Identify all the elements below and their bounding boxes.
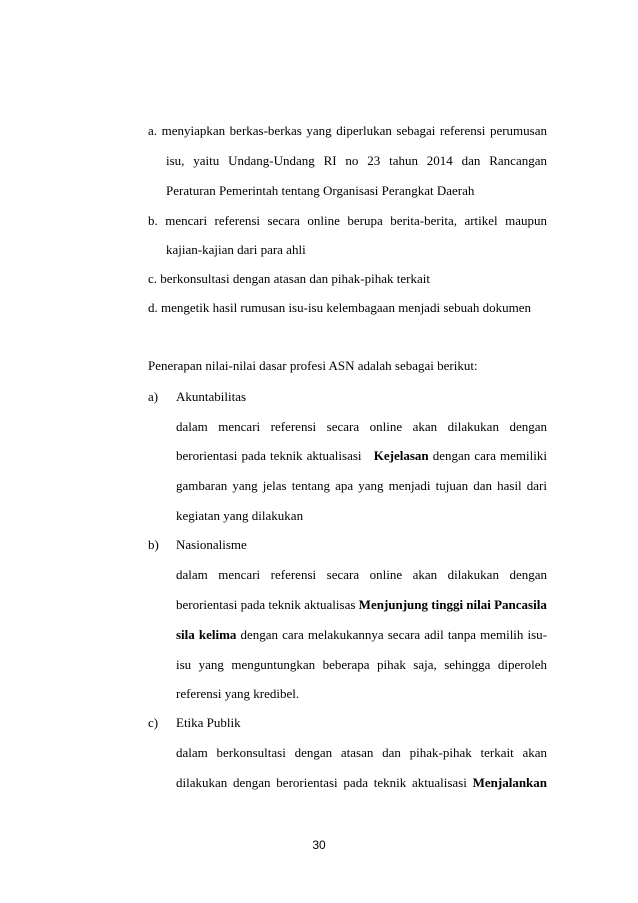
akuntabilitas-line-4: kegiatan yang dilakukan [176,508,304,523]
list-item-b-line-2: kajian-kajian dari para ahli [166,242,306,257]
nasionalisme-keyword: Menjunjung tinggi nilai Pancasila [358,597,547,612]
list-item-c: c. berkonsultasi dengan atasan dan pihak-pihak terkait [148,271,430,286]
akuntabilitas-line-2-tail: dengan cara memiliki [432,448,547,463]
akuntabilitas-line-3: gambaran yang jelas tentang apa yang menjadi tujuan dan hasil dari [176,478,547,493]
akuntabilitas-line-2 [176,448,547,464]
nasionalisme-line-5: referensi yang kredibel. [176,686,300,701]
page-number: 30 [312,838,326,852]
list-item-d: d. mengetik hasil rumusan isu-isu kelembagaan menjadi sebuah dokumen [148,300,532,315]
etika-line-2-text: dilakukan dengan berorientasi pada teknik aktualisasi [176,775,467,790]
section-heading-etika-publik: Etika Publik [176,715,241,730]
list-item-a-line-1: a. menyiapkan berkas-berkas yang diperlukan sebagai referensi perumusan [148,123,547,138]
etika-line-1: dalam berkonsultasi dengan atasan dan pihak-pihak terkait akan [176,745,547,760]
akuntabilitas-line-1: dalam mencari referensi secara online akan dilakukan dengan [176,419,547,434]
nasionalisme-line-1: dalam mencari referensi secara online akan dilakukan dengan [176,567,547,582]
section-marker-c: c) [148,715,159,730]
list-item-b-line-1: b. mencari referensi secara online berupa berita-berita, artikel maupun [148,213,547,228]
etika-line-2 [176,775,547,791]
nasionalisme-line-3-text: dengan cara melakukannya secara adil tanpa memilih isu- [240,627,548,642]
nasionalisme-line-3 [176,627,547,643]
intro-paragraph: Penerapan nilai-nilai dasar profesi ASN adalah sebagai berikut: [148,358,478,373]
list-item-a-line-3: Peraturan Pemerintah tentang Organisasi Perangkat Daerah [166,183,475,198]
section-heading-nasionalisme: Nasionalisme [176,537,247,552]
akuntabilitas-keyword: Kejelasan [373,448,429,463]
etika-keyword: Menjalankan [472,775,548,790]
nasionalisme-line-2-text: berorientasi pada teknik aktualisas [176,597,356,612]
nasionalisme-line-2 [176,597,547,613]
akuntabilitas-line-2-text: berorientasi pada teknik aktualisasi [176,448,362,463]
section-marker-a: a) [148,389,159,404]
nasionalisme-keyword-2: sila kelima [176,627,237,642]
nasionalisme-line-4: isu yang menguntungkan beberapa pihak saja, sehingga diperoleh [176,657,547,672]
section-heading-akuntabilitas: Akuntabilitas [176,389,247,404]
list-item-a-line-2: isu, yaitu Undang-Undang RI no 23 tahun 2014 dan Rancangan [166,153,547,168]
section-marker-b: b) [148,537,159,552]
